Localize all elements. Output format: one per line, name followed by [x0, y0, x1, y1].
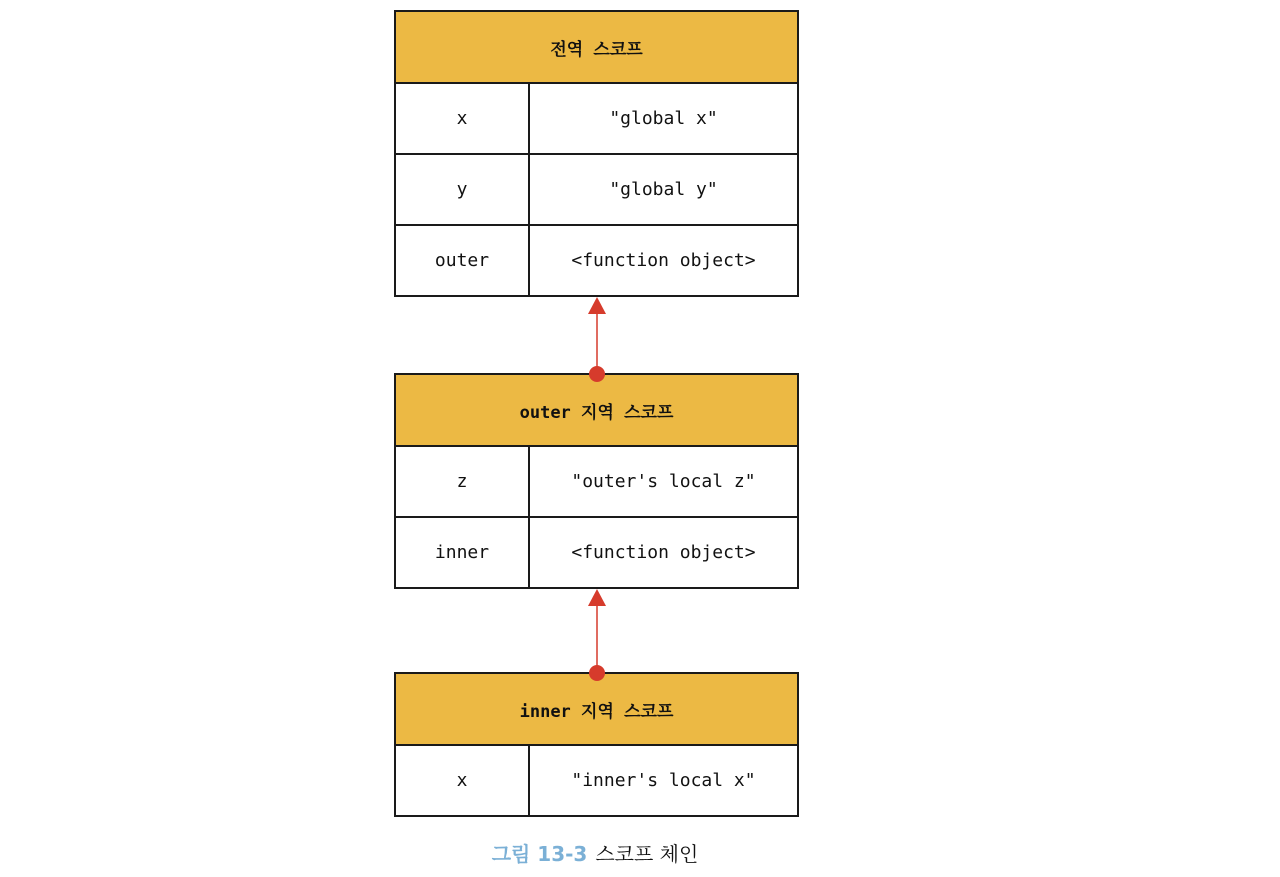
variable-value: <function object> — [571, 542, 756, 563]
figure-caption — [0, 838, 1190, 867]
figure-title: 스코프 체인 — [595, 842, 699, 866]
arrow-outer-to-global — [588, 297, 606, 382]
arrow-inner-to-outer — [588, 589, 606, 681]
arrow-head-icon — [588, 297, 606, 314]
variable-name: x — [396, 84, 530, 153]
scope-header: inner 지역 스코프 — [396, 674, 797, 744]
variable-name: x — [396, 746, 530, 815]
variable-value: "global y" — [609, 179, 718, 200]
variable-name: outer — [396, 226, 530, 295]
variable-name: z — [396, 447, 530, 516]
variable-value: <function object> — [571, 250, 756, 271]
arrow-origin-dot-icon — [589, 665, 605, 681]
scope-header: 전역 스코프 — [396, 12, 797, 82]
variable-name: y — [396, 155, 530, 224]
figure-number: 그림 13-3 — [491, 842, 588, 866]
arrow-head-icon — [588, 589, 606, 606]
variable-value: "inner's local x" — [571, 770, 756, 791]
variable-value: "global x" — [609, 108, 718, 129]
variable-value: "outer's local z" — [571, 471, 756, 492]
variable-name: inner — [396, 518, 530, 587]
scope-header: outer 지역 스코프 — [396, 375, 797, 445]
arrow-origin-dot-icon — [589, 366, 605, 382]
